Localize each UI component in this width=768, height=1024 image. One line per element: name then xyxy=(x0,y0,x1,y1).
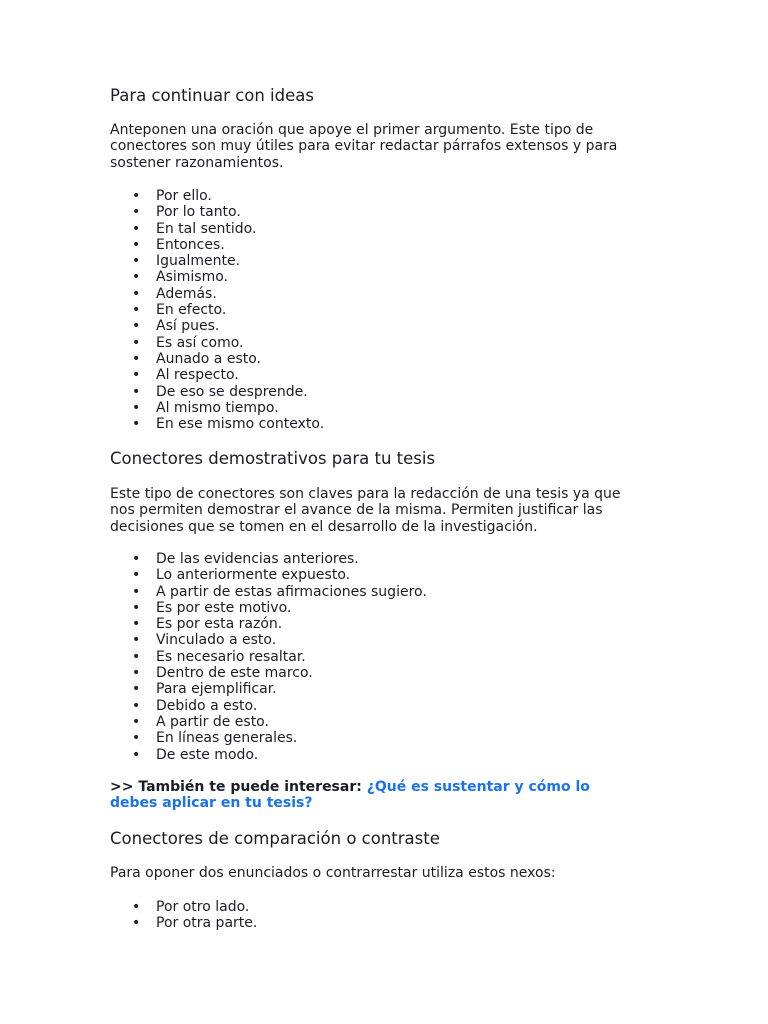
list-item: • Además. xyxy=(132,285,217,302)
list-item: • A partir de estas afirmaciones sugiero. xyxy=(132,583,427,600)
bullet-icon: • xyxy=(132,551,141,567)
bullet-icon: • xyxy=(132,648,141,665)
list-item: • De eso se desprende. xyxy=(132,383,308,400)
bullet-icon: • xyxy=(132,632,141,649)
list-item: • A partir de esto. xyxy=(132,713,269,730)
bullet-icon: • xyxy=(132,350,141,367)
list-item: • Igualmente. xyxy=(132,253,241,270)
bullet-icon: • xyxy=(132,383,141,400)
list-item: • Entonces. xyxy=(132,236,225,253)
bullet-icon: • xyxy=(132,665,141,682)
paragraph-line: Este tipo de conectores son claves para la redacción de una tesis ya que xyxy=(110,486,621,502)
section-paragraph-continuar-ideas xyxy=(110,122,670,171)
bullet-icon: • xyxy=(132,269,141,286)
bullet-icon: • xyxy=(132,188,141,204)
paragraph-line: sostener razonamientos. xyxy=(110,154,284,171)
bullet-icon: • xyxy=(132,302,141,319)
list-item: • Lo anteriormente expuesto. xyxy=(132,567,351,584)
list-item: • De este modo. xyxy=(132,746,259,763)
list-item: • Asimismo. xyxy=(132,269,228,286)
list-item: • En líneas generales. xyxy=(132,730,298,747)
paragraph-line: Anteponen una oración que apoye el primer argumento. Este tipo de xyxy=(110,122,594,138)
connector-list-comparacion xyxy=(110,899,257,932)
paragraph-line: decisiones que se tomen en el desarrollo de la investigación. xyxy=(110,518,538,535)
list-item: • Aunado a esto. xyxy=(132,350,261,367)
list-item: • Es por este motivo. xyxy=(132,599,292,616)
list-item: • Dentro de este marco. xyxy=(132,665,313,682)
bullet-icon: • xyxy=(132,899,141,915)
list-item: • Es por esta razón. xyxy=(132,616,283,633)
bullet-icon: • xyxy=(132,220,141,237)
connector-list-continuar-ideas xyxy=(110,188,324,432)
section-heading-demostrativos: Conectores demostrativos para tu tesis xyxy=(110,449,436,468)
bullet-icon: • xyxy=(132,730,141,747)
bullet-icon: • xyxy=(132,399,141,416)
paragraph-line: conectores son muy útiles para evitar redactar párrafos extensos y para xyxy=(110,138,618,155)
bullet-icon: • xyxy=(132,681,141,698)
bullet-icon: • xyxy=(132,236,141,253)
bullet-icon: • xyxy=(132,334,141,351)
bullet-icon: • xyxy=(132,285,141,302)
promo-prefix: >> También te puede interesar: xyxy=(110,779,362,795)
related-article-link[interactable]: ¿Qué es sustentar y cómo lo debes aplicar en tu tesis? xyxy=(110,779,590,812)
bullet-icon: • xyxy=(132,713,141,730)
bullet-icon: • xyxy=(132,746,141,763)
list-item: • Así pues. xyxy=(132,318,220,335)
list-item: • De las evidencias anteriores. xyxy=(132,551,359,567)
bullet-icon: • xyxy=(132,367,141,384)
list-item: • En ese mismo contexto. xyxy=(132,416,325,433)
connector-list-demostrativos xyxy=(110,551,427,763)
bullet-icon: • xyxy=(132,204,141,221)
list-item: • Es necesario resaltar. xyxy=(132,648,306,665)
bullet-icon: • xyxy=(132,253,141,270)
list-item: • Vinculado a esto. xyxy=(132,632,277,649)
related-article-promo xyxy=(110,779,670,812)
bullet-icon: • xyxy=(132,697,141,714)
bullet-icon: • xyxy=(132,567,141,584)
list-item: • Por otra parte. xyxy=(132,915,258,932)
bullet-icon: • xyxy=(132,318,141,335)
list-item: • Debido a esto. xyxy=(132,697,258,714)
list-item: • Al respecto. xyxy=(132,367,239,384)
list-item: • En tal sentido. xyxy=(132,220,257,237)
section-heading-continuar-ideas: Para continuar con ideas xyxy=(110,86,314,105)
paragraph-line: nos permiten demostrar el avance de la misma. Permiten justificar las xyxy=(110,502,603,519)
list-item: • Es así como. xyxy=(132,334,244,351)
list-item: • Para ejemplificar. xyxy=(132,681,277,698)
bullet-icon: • xyxy=(132,616,141,633)
list-item: • Por ello. xyxy=(132,188,212,204)
bullet-icon: • xyxy=(132,583,141,600)
bullet-icon: • xyxy=(132,915,141,932)
bullet-icon: • xyxy=(132,416,141,433)
section-heading-comparacion: Conectores de comparación o contraste xyxy=(110,829,440,848)
list-item: • Al mismo tiempo. xyxy=(132,399,279,416)
list-item: • Por otro lado. xyxy=(132,899,250,915)
section-paragraph-comparacion: Para oponer dos enunciados o contrarrestar utiliza estos nexos: xyxy=(110,865,556,881)
bullet-icon: • xyxy=(132,599,141,616)
list-item: • En efecto. xyxy=(132,302,227,319)
section-paragraph-demostrativos xyxy=(110,486,670,535)
list-item: • Por lo tanto. xyxy=(132,204,241,221)
